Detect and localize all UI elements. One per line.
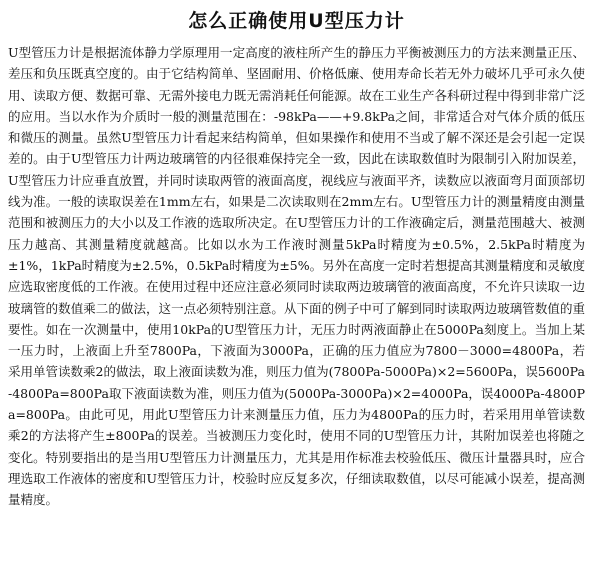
document-title: 怎么正确使用U型压力计 [188, 10, 405, 32]
document-body-paragraph: U型管压力计是根据流体静力学原理用一定高度的液柱所产生的静压力平衡被测压力的方法来测量正压、差压和负压既真空度的。由于它结构简单、坚固耐用、价格低廉、使用寿命长若无外力破坏几乎可永久使用、读取方便、数据可靠、无需外接电力既无需消耗任何能源。故在工业生产各科研过程中得到非常广泛的应用。当以水作为介质时一般的测量范围在：-98kPa——+9.8kPa之间，非常适合对气体介质的低压和微压的测量。虽然U型管压力计看起来结构简单，但如果操作和使用不当或了解不深还是会引起一定误差的。由于U型管压力计两边玻璃管的内径很难保持完全一致，因此在读取数值时为限制引入附加误差，U型管压力计应垂直放置，并同时读取两管的液面高度，视线应与液面平齐，读数应以液面弯月面顶部切线为准。一般的读取误差在1mm左右，如果是二次读取则在2mm左右。U型管压力计的测量精度由测量范围和被测压力的大小以及工作液的选取所决定。在U型管压力计的工作液确定后，测量范围越大、被测压力越高、其测量精度就越高。比如以水为工作液时测量5kPa时精度为±0.5%，2.5kPa时精度为±1%，1kPa时精度为±2.5%，0.5kPa时精度为±5%。另外在高度一定时若想提高其测量精度和灵敏度应选取密度低的工作液。在使用过程中还应注意必须同时读取两边玻璃管的液面高度，不允许只读取一边玻璃管的数值乘二的做法，这一点必须特别注意。从下面的例子中可了解到同时读取两边玻璃管数值的重要性。如在一次测量中，使用10kPa的U型管压力计，无压力时两液面静止在5000Pa刻度上。当加上某一压力时，上液面上升至7800Pa，下液面为3000Pa，正确的压力值应为7800－3000=4800Pa，若采用单管读数乘2的做法，取上液面读数为准，则压力值为(7800Pa-5000Pa)×2=5600Pa，误5600Pa-4800Pa=800Pa取下液面读数为准，则压力值为(5000Pa-3000Pa)×2=4000Pa，误4000Pa-4800Pa=800Pa。由此可见，用此U型管压力计来测量压力值，压力为4800Pa的压力时，若采用用单管读数乘2的方法将产生±800Pa的误差。当被测压力变化时，使用不同的U型管压力计，其附加误差也将随之变化。特别要指出的是当用U型管压力计测量压力，尤其是用作标准去校验低压、微压计量器具时，应合理选取工作液体的密度和U型管压力计，校验时应反复多次，仔细读取数值，以尽可能减小误差，提高测量精度。 [8, 45, 585, 508]
